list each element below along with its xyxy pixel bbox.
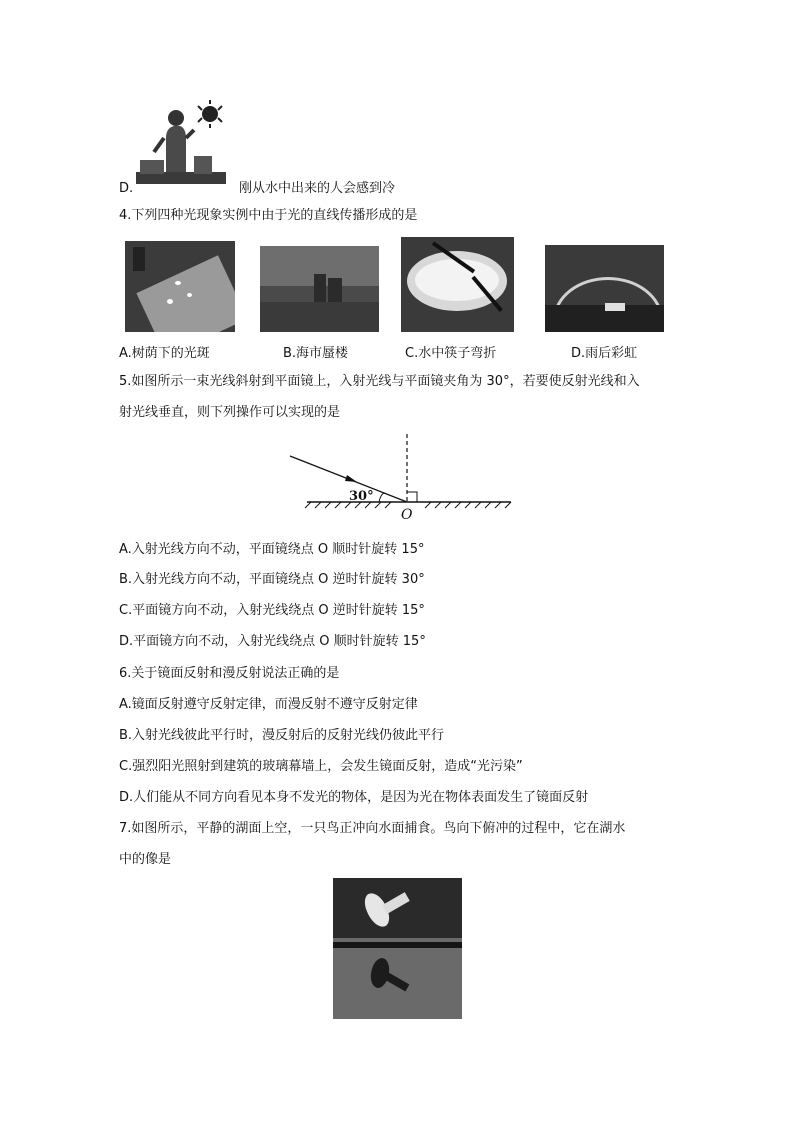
q3-option-d (119, 180, 396, 198)
q5-option-a: A.入射光线方向不动，平面镜绕点 O 顺时针旋转 15° (119, 542, 425, 557)
q6-option-b: B.入射光线彼此平行时，漫反射后的反射光线仍彼此平行 (119, 728, 445, 743)
q3-option-d-text: 刚从水中出来的人会感到冷 (239, 181, 396, 196)
q4-option-b: B.海市蜃楼 (283, 346, 349, 361)
mirror-reflection-diagram (285, 430, 515, 522)
q6-option-d: D.人们能从不同方向看见本身不发光的物体，是因为光在物体表面发生了镜面反射 (119, 790, 589, 805)
q5-option-b: B.入射光线方向不动，平面镜绕点 O 逆时针旋转 30° (119, 572, 425, 587)
q5-option-d: D.平面镜方向不动，入射光线绕点 O 顺时针旋转 15° (119, 634, 426, 649)
q4-option-a: A.树荫下的光斑 (119, 346, 210, 361)
q5-option-c: C.平面镜方向不动，入射光线绕点 O 逆时针旋转 15° (119, 603, 425, 618)
person-sun-illustration (136, 98, 228, 188)
incident-ray-arrow (345, 475, 357, 482)
q6-stem: 6.关于镜面反射和漫反射说法正确的是 (119, 666, 340, 681)
q3-option-d-letter: D. (119, 181, 134, 196)
q5-stem-line1: 5.如图所示一束光线斜射到平面镜上，入射光线与平面镜夹角为 30°，若要使反射光线和入 (119, 374, 640, 389)
mirage-photo (260, 246, 379, 332)
q7-stem-line1: 7.如图所示，平静的湖面上空，一只鸟正冲向水面捕食。鸟向下俯冲的过程中，它在湖水 (119, 821, 626, 836)
bent-chopstick-photo (401, 237, 514, 332)
rainbow-photo (545, 245, 664, 332)
q6-option-c: C.强烈阳光照射到建筑的玻璃幕墙上，会发生镜面反射，造成“光污染” (119, 759, 523, 774)
q5-stem-line2: 射光线垂直，则下列操作可以实现的是 (119, 405, 341, 420)
point-o-label: O (401, 507, 413, 523)
bird-lake-photo (333, 878, 462, 1019)
q4-option-d: D.雨后彩虹 (571, 346, 638, 361)
q4-option-c: C.水中筷子弯折 (405, 346, 497, 361)
tree-shade-light-spot-photo (125, 241, 235, 332)
q7-stem-line2: 中的像是 (119, 852, 172, 867)
q6-option-a: A.镜面反射遵守反射定律，而漫反射不遵守反射定律 (119, 697, 418, 712)
angle-label: 30° (349, 489, 374, 504)
q4-stem: 4.下列四种光现象实例中由于光的直线传播形成的是 (119, 208, 418, 223)
angle-arc (379, 493, 385, 502)
right-angle-mark (407, 492, 417, 502)
